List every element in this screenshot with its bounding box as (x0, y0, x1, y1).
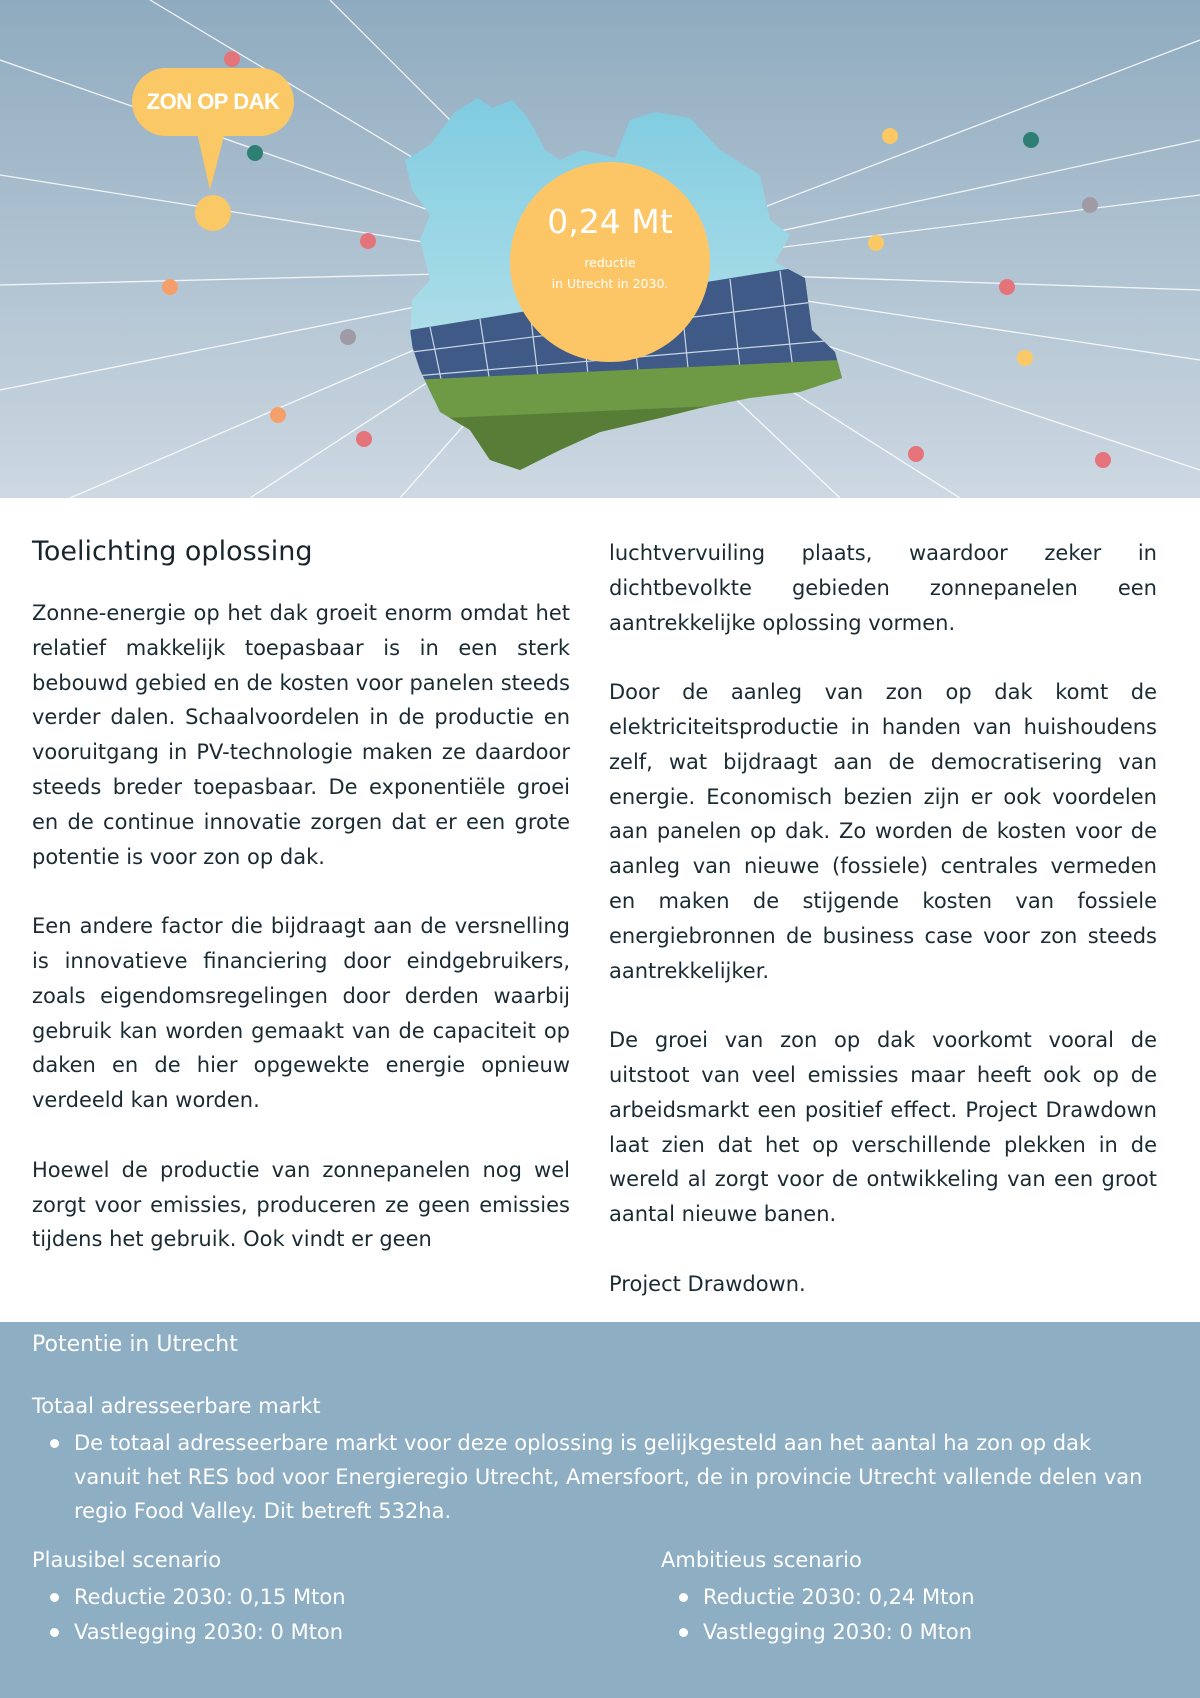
ambitious-scenario-list (661, 1580, 975, 1650)
list-item: Reductie 2030: 0,24 Mton (661, 1580, 975, 1615)
source-note: Project Drawdown. (609, 1271, 806, 1296)
paragraph: luchtvervuiling plaats, waardoor zeker in dichtbevolkte gebieden zonnepanelen een aantrekkelijke oplossing vormen. (609, 541, 1157, 635)
potential-panel (0, 1322, 1200, 1698)
ambitious-scenario-title: Ambitieus scenario (661, 1548, 862, 1572)
plausible-scenario-list (32, 1580, 346, 1650)
hero-illustration (0, 0, 1200, 498)
list-item: Vastlegging 2030: 0 Mton (32, 1615, 346, 1650)
market-title: Totaal adresseerbare markt (32, 1394, 321, 1418)
list-item: De totaal adresseerbare markt voor deze oplossing is gelijkgesteld aan het aantal ha zon op dak vanuit het RES bod voor Energieregio Utrecht, Amersfoort, de in provincie Utrecht vallende delen van regio Food Valley. Dit betreft 532ha. (32, 1426, 1162, 1528)
speech-bubble (132, 68, 294, 136)
list-item: Vastlegging 2030: 0 Mton (661, 1615, 975, 1650)
paragraph: Een andere factor die bijdraagt aan de versnelling is innovatieve financiering door eindgebruikers, zoals eigendomsregelingen door derden waarbij gebruik kan worden gemaakt van de capaciteit op daken en de hier opgewekte energie opnieuw verdeeld kan worden. (32, 914, 570, 1113)
plausible-scenario-title: Plausibel scenario (32, 1548, 222, 1572)
article-right-column (609, 536, 1157, 1302)
paragraph: Hoewel de productie van zonnepanelen nog wel zorgt voor emissies, produceren ze geen emissies tijdens het gebruik. Ook vindt er geen (32, 1157, 570, 1252)
reduction-subtitle (510, 252, 710, 294)
list-item: Reductie 2030: 0,15 Mton (32, 1580, 346, 1615)
reduction-subtitle-line1: reductie (584, 255, 636, 270)
panel-title: Potentie in Utrecht (32, 1332, 238, 1357)
market-list (32, 1426, 1162, 1528)
paragraph: De groei van zon op dak voorkomt vooral de uitstoot van veel emissies maar heeft ook op de arbeidsmarkt een positief effect. Project Drawdown laat zien dat het op verschillende plekken in de wereld al zorgt voor de ontwikkeling van een groot aantal nieuwe banen. (609, 1028, 1157, 1227)
paragraph: Zonne-energie op het dak groeit enorm omdat het relatief makkelijk toepasbaar is in een sterk bebouwd gebied en de kosten voor panelen steeds verder dalen. Schaalvoordelen in de productie en vooruitgang in PV-technologie maken ze daardoor steeds breder toepasbaar. De exponentiële groei en de continue innovatie zorgen dat er een grote potentie is voor zon op dak. (32, 601, 570, 869)
article-left-column (32, 596, 570, 1257)
paragraph: Door de aanleg van zon op dak komt de elektriciteitsproductie in handen van huishoudens zelf, wat bijdraagt aan de democratisering van energie. Economisch bezien zijn er ook voordelen aan panelen op dak. Zo worden de kosten voor de aanleg van nieuwe (fossiele) centrales vermeden en maken de stijgende kosten van fossiele energiebronnen de business case voor zon steeds aantrekkelijker. (609, 680, 1157, 983)
reduction-circle (510, 162, 710, 362)
section-title: Toelichting oplossing (32, 536, 313, 567)
reduction-value: 0,24 Mt (547, 202, 673, 241)
reduction-subtitle-line2: in Utrecht in 2030. (551, 276, 669, 291)
solution-badge: ZON OP DAK (146, 89, 280, 114)
